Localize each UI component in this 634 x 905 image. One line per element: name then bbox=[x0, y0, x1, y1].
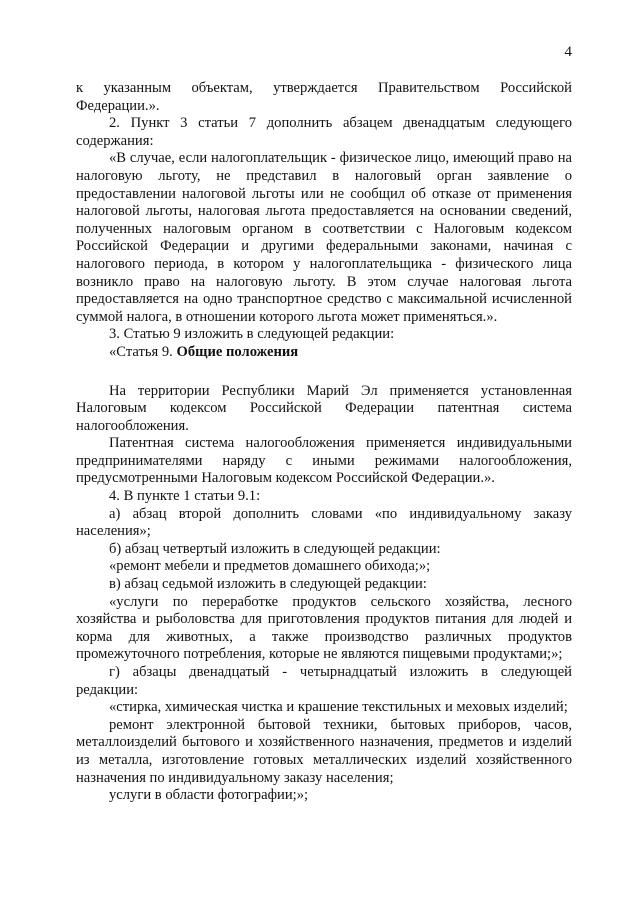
paragraph-text: «В случае, если налогоплательщик - физическое лицо, имеющий право на налоговую льготу, не представил в налоговый орган заявление о предоставлении налоговой льготы или не сообщил об отказе от применения налоговой льготы, налоговая льгота предоставляется на основании сведений, полученных налоговым органом в соответствии с Налоговым кодексом Российской Федерации и другими федеральными законами, начиная с налогового периода, в котором у налогоплательщика - физического лица возникло право на налоговую льготу. В этом случае налоговая льгота предоставляется на одно транспортное средство с максимальной исчисленной суммой налога, в отношении которого льгота может применяться.». bbox=[76, 150, 572, 325]
paragraph bbox=[76, 506, 572, 541]
paragraph-text: 2. Пункт 3 статьи 7 дополнить абзацем двенадцатым следующего содержания: bbox=[76, 115, 572, 149]
page-number: 4 bbox=[564, 44, 572, 60]
paragraph-text: в) абзац седьмой изложить в следующей редакции: bbox=[109, 576, 427, 593]
paragraph-text: к указанным объектам, утверждается Правительством Российской Федерации.». bbox=[76, 80, 572, 114]
paragraph bbox=[76, 594, 572, 664]
paragraph bbox=[76, 115, 572, 150]
paragraph bbox=[76, 541, 572, 559]
paragraph bbox=[76, 150, 572, 326]
paragraph bbox=[76, 558, 572, 576]
paragraph bbox=[76, 344, 572, 362]
paragraph bbox=[76, 576, 572, 594]
paragraph bbox=[76, 664, 572, 699]
spacer bbox=[76, 362, 572, 383]
paragraph-text: «услуги по переработке продуктов сельского хозяйства, лесного хозяйства и рыболовства для приготовления продуктов питания для людей и корма для животных, а также производство различных продуктов промежуточного потребления, которые не являются пищевыми продуктами;»; bbox=[76, 593, 572, 663]
paragraph bbox=[76, 435, 572, 488]
document-body bbox=[76, 80, 572, 805]
paragraph bbox=[76, 787, 572, 805]
paragraph-text: 3. Статью 9 изложить в следующей редакции: bbox=[109, 326, 395, 343]
paragraph-text: услуги в области фотографии;»; bbox=[109, 787, 309, 804]
paragraph-text: «стирка, химическая чистка и крашение текстильных и меховых изделий; bbox=[109, 699, 568, 716]
paragraph-text: На территории Республики Марий Эл применяется установленная Налоговым кодексом Российской Федерации патентная система налогообложения. bbox=[76, 382, 572, 434]
paragraph-text: ремонт электронной бытовой техники, бытовых приборов, часов, металлоизделий бытового и хозяйственного назначения, предметов и изделий из металла, изготовление готовых металлических изделий хозяйственного назначения по индивидуальному заказу населения; bbox=[76, 716, 572, 786]
paragraph-text: Патентная система налогообложения применяется индивидуальными предпринимателями наряду с иными режимами налогообложения, предусмотренными Налоговым кодексом Российской Федерации.». bbox=[76, 435, 572, 487]
paragraph-text: б) абзац четвертый изложить в следующей редакции: bbox=[109, 540, 441, 557]
paragraph-text: а) абзац второй дополнить словами «по индивидуальному заказу населения»; bbox=[76, 505, 572, 540]
paragraph bbox=[76, 326, 572, 344]
paragraph bbox=[76, 488, 572, 506]
paragraph-text: «ремонт мебели и предметов домашнего обихода;»; bbox=[109, 558, 431, 575]
paragraph-text: 4. В пункте 1 статьи 9.1: bbox=[109, 488, 261, 505]
paragraph bbox=[76, 80, 572, 115]
paragraph-text: г) абзацы двенадцатый - четырнадцатый изложить в следующей редакции: bbox=[76, 664, 572, 698]
paragraph bbox=[76, 699, 572, 717]
paragraph bbox=[76, 717, 572, 787]
article-heading: Общие положения bbox=[176, 343, 299, 360]
paragraph-text: «Статья 9. bbox=[109, 343, 177, 360]
paragraph bbox=[76, 383, 572, 436]
